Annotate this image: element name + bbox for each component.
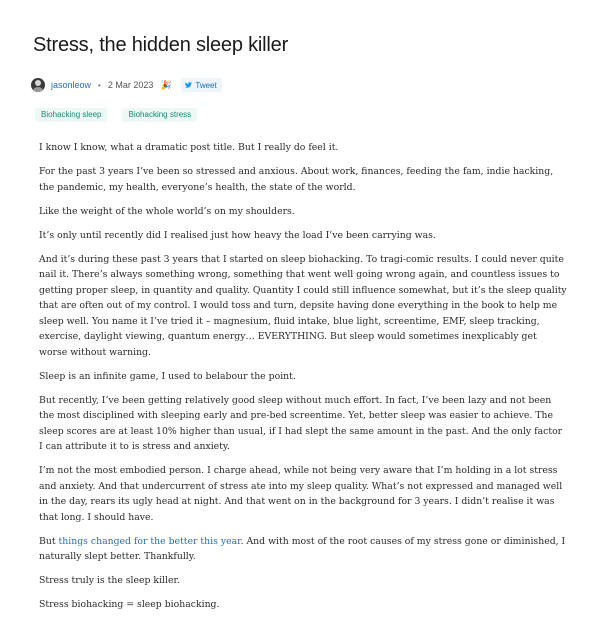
paragraph: For the past 3 years I’ve been so stressed and anxious. About work, finances, feeding the fam, indie hacking, the pandemic, my health, everyone’s health, the state of the world. bbox=[39, 166, 554, 193]
paragraph-text: But bbox=[39, 535, 59, 547]
paragraph: Stress biohacking = sleep biohacking. bbox=[39, 599, 220, 610]
paragraph: It’s only until recently did I realised just how heavy the load I’ve been carrying was. bbox=[39, 229, 436, 241]
paragraph: Sleep is an infinite game, I used to belabour the point. bbox=[39, 370, 296, 382]
author-link[interactable]: jasonleow bbox=[51, 80, 92, 90]
tweet-label: Tweet bbox=[195, 80, 217, 90]
paragraph-with-link bbox=[39, 534, 567, 565]
meta-separator: • bbox=[98, 80, 101, 90]
post-body bbox=[39, 140, 567, 621]
tag-list bbox=[35, 108, 197, 122]
things-changed-link[interactable]: things changed for the better this year bbox=[58, 535, 241, 547]
tag-biohacking-sleep[interactable]: Biohacking sleep bbox=[35, 108, 107, 122]
tag-biohacking-stress[interactable]: Biohacking stress bbox=[122, 108, 197, 122]
paragraph: But recently, I’ve been getting relatively good sleep without much effort. In fact, I’ve been lazy and not been the most disciplined with sleeping early and pre-bed screentime. Yet, better sleep was easier to achieve. The sleep scores are at least 10% higher than usual, if I had slept the same amount in the past. And the only factor I can attribute it to is stress and anxiety. bbox=[39, 394, 563, 452]
post-title: Stress, the hidden sleep killer bbox=[33, 34, 289, 56]
author-avatar[interactable] bbox=[31, 78, 45, 92]
post-date: 2 Mar 2023 bbox=[107, 80, 154, 90]
post-meta bbox=[31, 76, 222, 94]
twitter-bird-icon bbox=[185, 82, 192, 88]
party-popper-icon[interactable]: 🎉 bbox=[160, 79, 172, 90]
paragraph-text: . And with most of the root causes of my stress gone or diminished, I naturally slept better. Thankfully. bbox=[39, 535, 566, 562]
paragraph: And it’s during these past 3 years that I started on sleep biohacking. To tragi-comic results. I could never quite nail it. There’s always something wrong, something that went well going wrong again, and countless issues to getting proper sleep, in quantity and quality. Quantity I could still influence somewhat, but it’s the sleep quality that are often out of my control. I would toss and turn, depsite having done everything in the book to help me sleep well. You name it I’ve tried it – magnesium, fluid intake, blue light, screentime, EMF, sleep tracking, exercise, daylight viewing, quantum energy… EVERYTHING. But sleep would sometimes inexplicably get worse without warning. bbox=[39, 253, 567, 358]
paragraph: Like the weight of the whole world’s on my shoulders. bbox=[39, 205, 295, 217]
paragraph: I’m not the most embodied person. I charge ahead, while not being very aware that I’m holding in a lot stress and anxiety. And that undercurrent of stress ate into my sleep quality. What’s not expressed and managed well in the day, rears its ugly head at night. And that went on in the background for 3 years. I didn’t realise it was that long. I should have. bbox=[39, 465, 563, 523]
paragraph: Stress truly is the sleep killer. bbox=[39, 575, 180, 586]
tweet-button[interactable] bbox=[181, 78, 221, 92]
paragraph: I know I know, what a dramatic post title. But I really do feel it. bbox=[39, 142, 339, 153]
